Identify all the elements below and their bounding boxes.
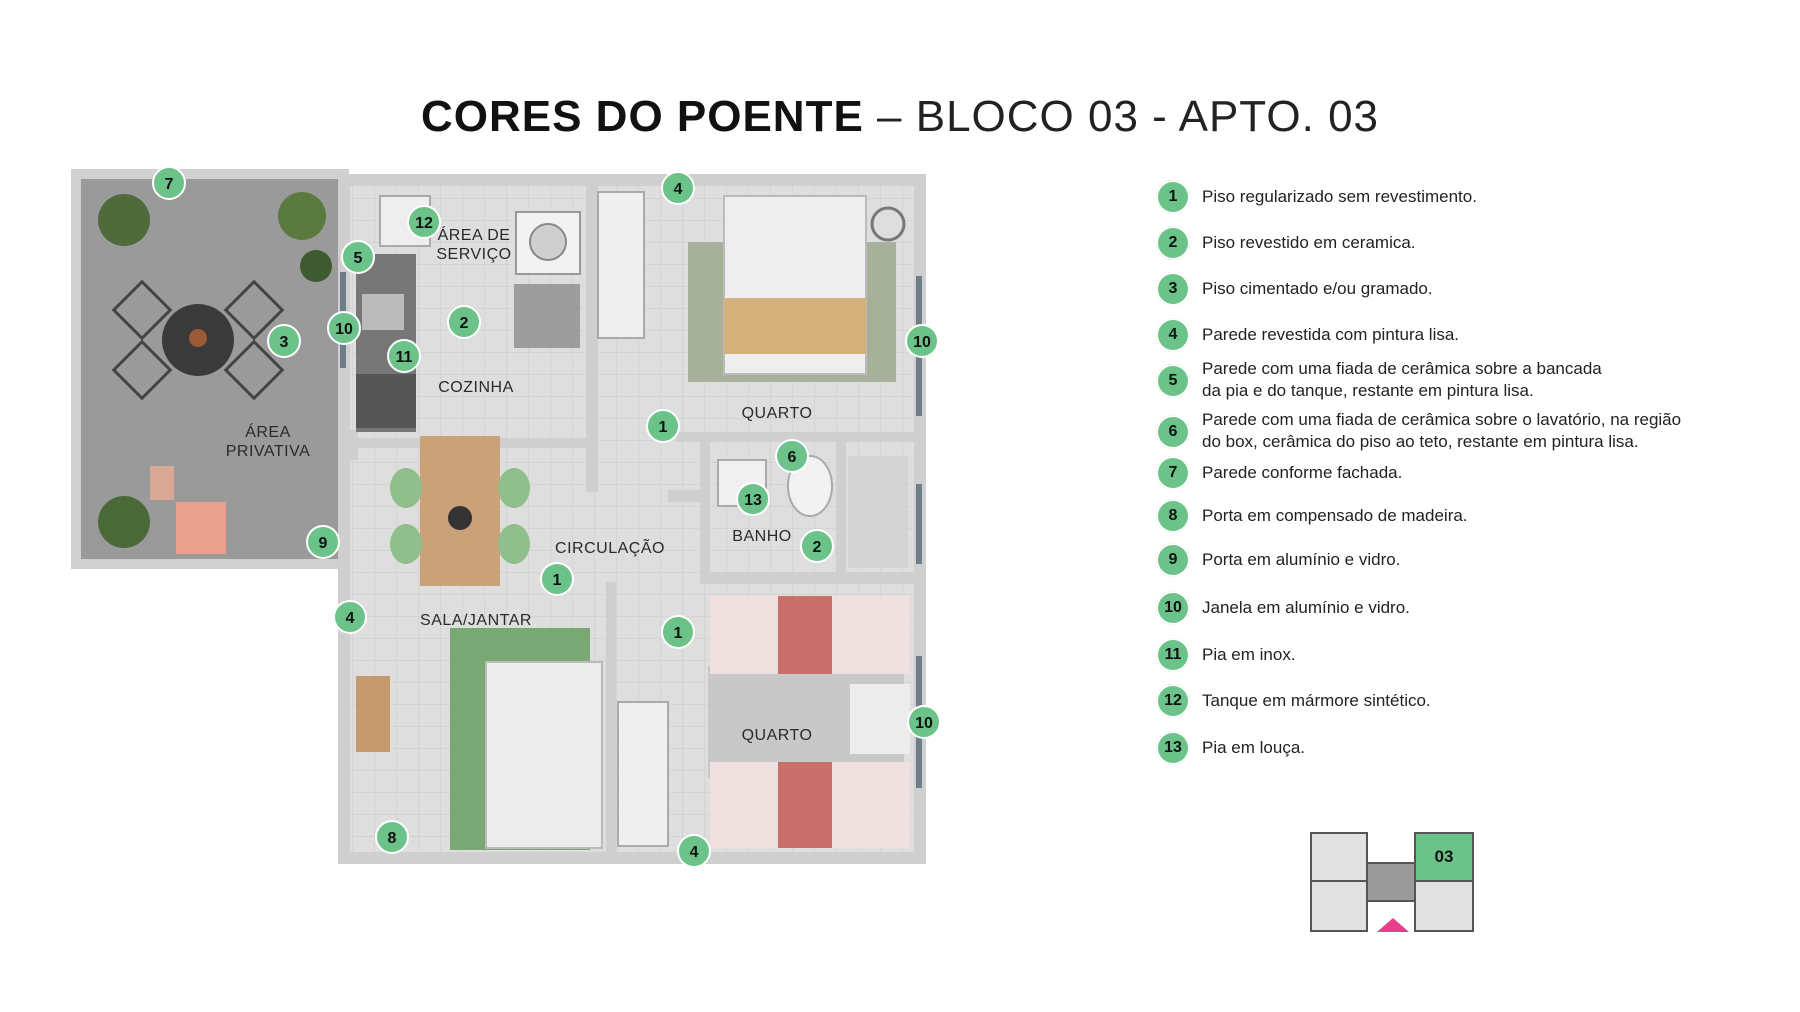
marker-number: 13 — [744, 492, 762, 509]
legend-text: Pia em inox. — [1202, 645, 1296, 664]
patio-pink-box — [176, 502, 226, 554]
label-sala-jantar: SALA/JANTAR — [420, 612, 532, 629]
marker-number: 8 — [387, 830, 397, 847]
marker-number: 4 — [673, 181, 683, 198]
legend-item — [1156, 456, 1776, 490]
marker-number: 1 — [552, 572, 562, 589]
legend-text: Parede com uma fiada de cerâmica sobre o lavatório, na região do box, cerâmica do piso ao teto, restante em pintura lisa. — [1202, 410, 1682, 451]
marker — [662, 172, 694, 204]
bed-blanket — [724, 298, 866, 354]
marker — [776, 440, 808, 472]
legend-item — [1156, 409, 1776, 453]
key-plan — [1310, 832, 1474, 934]
marker — [448, 306, 480, 338]
legend-item — [1156, 180, 1776, 214]
legend-badge: 11 — [1156, 638, 1190, 672]
marker-number: 5 — [353, 250, 363, 267]
legend-badge: 9 — [1156, 543, 1190, 577]
marker — [737, 483, 769, 515]
label-area-privativa-1: ÁREA — [245, 424, 291, 441]
marker-number: 6 — [787, 449, 797, 466]
marker-number: 4 — [345, 610, 355, 627]
stove — [356, 374, 416, 428]
legend-item — [1156, 499, 1776, 533]
desk — [850, 684, 910, 754]
legend-text: Janela em alumínio e vidro. — [1202, 598, 1410, 617]
marker-number: 2 — [812, 539, 822, 556]
legend-item — [1156, 591, 1776, 625]
marker — [662, 616, 694, 648]
marker-number: 12 — [415, 215, 433, 232]
legend-badge: 3 — [1156, 272, 1190, 306]
legend-badge: 8 — [1156, 499, 1190, 533]
legend-badge: 7 — [1156, 456, 1190, 490]
marker-number: 10 — [335, 321, 353, 338]
marker-number: 10 — [915, 715, 933, 732]
wardrobe-2 — [618, 702, 668, 846]
marker — [908, 706, 940, 738]
marker — [307, 526, 339, 558]
shower-box — [848, 456, 908, 568]
legend-text: Piso revestido em ceramica. — [1202, 233, 1416, 252]
legend-text: Porta em alumínio e vidro. — [1202, 550, 1401, 569]
marker — [801, 530, 833, 562]
label-quarto-1: QUARTO — [741, 405, 813, 422]
marker — [328, 312, 360, 344]
legend-badge: 1 — [1156, 180, 1190, 214]
title-unit: – BLOCO 03 - APTO. 03 — [863, 92, 1380, 141]
marker — [408, 206, 440, 238]
legend-item — [1156, 684, 1776, 718]
marker — [678, 835, 710, 867]
marker — [376, 821, 408, 853]
label-quarto-2: QUARTO — [741, 727, 813, 744]
key-block — [1310, 832, 1368, 882]
marker-number: 2 — [459, 315, 469, 332]
marker — [334, 601, 366, 633]
legend-badge: 2 — [1156, 226, 1190, 260]
legend-badge: 10 — [1156, 591, 1190, 625]
legend-badge: 5 — [1156, 364, 1190, 398]
marker — [906, 325, 938, 357]
legend-item — [1156, 358, 1776, 402]
marker-number: 11 — [395, 349, 413, 366]
sofa — [486, 662, 602, 848]
marker-number: 9 — [318, 535, 328, 552]
legend-item — [1156, 226, 1776, 260]
fridge — [514, 284, 580, 348]
legend-text: Porta em compensado de madeira. — [1202, 506, 1468, 525]
sideboard — [356, 676, 390, 752]
key-corridor — [1366, 862, 1416, 902]
marker-number: 10 — [913, 334, 931, 351]
key-selected-block: 03 — [1414, 832, 1474, 882]
marker-number: 1 — [673, 625, 683, 642]
location-arrow-icon — [1377, 918, 1409, 932]
legend-text: Parede conforme fachada. — [1202, 463, 1403, 482]
marker — [153, 167, 185, 199]
legend-text: Parede revestida com pintura lisa. — [1202, 325, 1460, 344]
marker-number: 7 — [164, 176, 174, 193]
label-banho: BANHO — [732, 528, 792, 545]
title-project: CORES DO POENTE — [420, 92, 864, 141]
legend-item — [1156, 731, 1776, 765]
legend-text: Piso cimentado e/ou gramado. — [1202, 279, 1433, 298]
bedroom1-lamp — [872, 208, 904, 240]
marker-number: 3 — [279, 334, 289, 351]
legend-text: Parede com uma fiada de cerâmica sobre a bancada da pia e do tanque, restante em pintura lisa. — [1202, 359, 1602, 400]
marker-number: 4 — [689, 844, 699, 861]
patio-chair — [150, 466, 174, 500]
label-circulacao: CIRCULAÇÃO — [555, 540, 665, 557]
marker — [268, 325, 300, 357]
marker — [541, 563, 573, 595]
key-block — [1414, 880, 1474, 932]
legend-item — [1156, 543, 1776, 577]
legend-item — [1156, 318, 1776, 352]
legend-text: Tanque em mármore sintético. — [1202, 691, 1431, 710]
marker-number: 1 — [658, 419, 668, 436]
label-cozinha: COZINHA — [438, 379, 514, 396]
label-area-privativa-2: PRIVATIVA — [225, 443, 311, 460]
marker — [388, 340, 420, 372]
legend-badge: 13 — [1156, 731, 1190, 765]
key-block — [1310, 880, 1368, 932]
kitchen-sink — [362, 294, 404, 330]
label-area-servico-1: ÁREA DE — [437, 227, 511, 244]
label-area-servico-2: SERVIÇO — [436, 246, 512, 263]
marker — [342, 241, 374, 273]
legend-item — [1156, 638, 1776, 672]
legend-item — [1156, 272, 1776, 306]
legend-badge: 4 — [1156, 318, 1190, 352]
legend-badge: 12 — [1156, 684, 1190, 718]
legend-text: Pia em louça. — [1202, 738, 1305, 757]
legend-text: Piso regularizado sem revestimento. — [1202, 187, 1477, 206]
wardrobe-1 — [598, 192, 644, 338]
marker — [647, 410, 679, 442]
legend-badge: 6 — [1156, 415, 1190, 449]
